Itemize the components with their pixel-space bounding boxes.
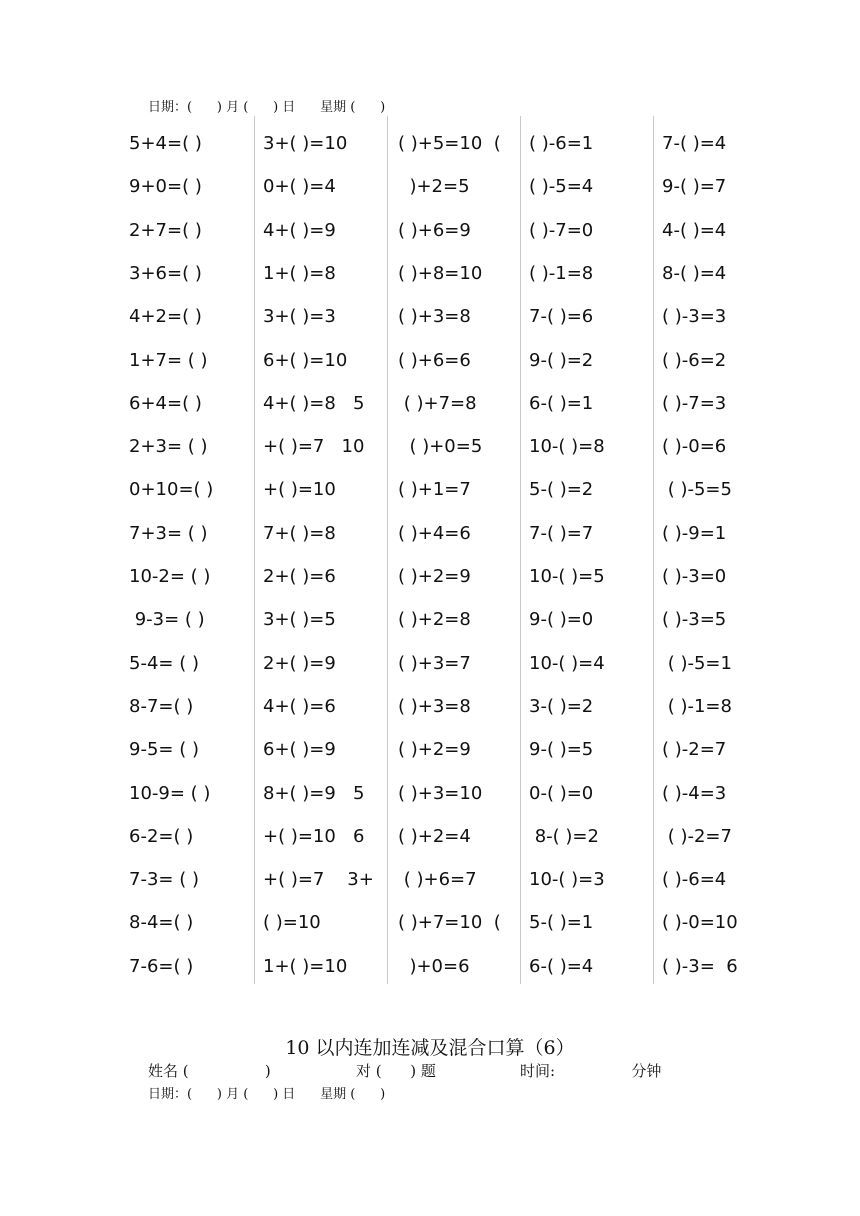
problem-cell: ( )-6=2	[662, 350, 727, 371]
problem-cell: 6+4=( )	[129, 393, 202, 414]
problem-cell: 9+0=( )	[129, 176, 202, 197]
problem-cell: 7-( )=6	[529, 306, 594, 327]
problem-cell: 10-( )=8	[529, 436, 605, 457]
problem-cell: ( )+5=10 (	[398, 133, 501, 154]
problem-cell: 4+2=( )	[129, 306, 202, 327]
problem-cell: 9-5= ( )	[129, 739, 199, 760]
problem-cell: ( )-3=5	[662, 609, 727, 630]
problem-cell: 8+( )=9 5	[263, 783, 365, 804]
problem-cell: ( )+2=8	[398, 609, 471, 630]
problem-cell: ( )-7=0	[529, 220, 594, 241]
problem-cell: ( )+3=10	[398, 783, 483, 804]
problem-cell: ( )-7=3	[662, 393, 727, 414]
problem-cell: ( )-4=3	[662, 783, 727, 804]
problem-cell: 9-( )=5	[529, 739, 594, 760]
problem-cell: 1+( )=10	[263, 956, 348, 977]
problem-cell: 7-6=( )	[129, 956, 194, 977]
problem-cell: 0-( )=0	[529, 783, 594, 804]
problem-cell: 5-( )=1	[529, 912, 594, 933]
problem-cell: 9-( )=2	[529, 350, 594, 371]
time-label: 时间: 分钟	[520, 1062, 662, 1080]
problem-cell: 3+( )=10	[263, 133, 348, 154]
problem-cell: ( )+7=10 (	[398, 912, 501, 933]
column-divider	[254, 116, 255, 984]
date-line-top: 日期：( ) 月 ( ) 日 星期 ( )	[148, 100, 386, 115]
problem-cell: ( )+2=4	[398, 826, 471, 847]
problem-cell: ( )+3=8	[398, 696, 471, 717]
problem-cell: ( )+1=7	[398, 479, 471, 500]
problem-cell: 2+( )=6	[263, 566, 336, 587]
problem-cell: ( )-3=3	[662, 306, 727, 327]
problem-cell: 7-( )=7	[529, 523, 594, 544]
problem-cell: 7+( )=8	[263, 523, 336, 544]
problem-cell: 1+( )=8	[263, 263, 336, 284]
problem-cell: 9-( )=7	[662, 176, 727, 197]
problem-cell: ( )-3=0	[662, 566, 727, 587]
problem-cell: ( )+6=6	[398, 350, 471, 371]
problem-cell: ( )+6=7	[398, 869, 477, 890]
problem-cell: +( )=10 6	[263, 826, 365, 847]
column-divider	[520, 116, 521, 984]
problem-cell: 2+3= ( )	[129, 436, 208, 457]
problem-cell: 6-( )=4	[529, 956, 594, 977]
problem-cell: 2+( )=9	[263, 653, 336, 674]
problem-cell: ( )-2=7	[662, 739, 727, 760]
problem-cell: +( )=7 3+	[263, 869, 374, 890]
problem-cell: 3+6=( )	[129, 263, 202, 284]
problem-cell: ( )-1=8	[529, 263, 594, 284]
problem-cell: ( )+4=6	[398, 523, 471, 544]
problem-cell: 10-( )=4	[529, 653, 605, 674]
problem-cell: 2+7=( )	[129, 220, 202, 241]
worksheet-title: 10 以内连加连减及混合口算（6）	[285, 1037, 575, 1059]
problem-cell: ( )+3=8	[398, 306, 471, 327]
problem-cell: 4+( )=9	[263, 220, 336, 241]
problem-cell: 7-( )=4	[662, 133, 727, 154]
problem-cell: ( )-0=10	[662, 912, 738, 933]
problem-cell: ( )-6=1	[529, 133, 594, 154]
date-line-bottom: 日期：( ) 月 ( ) 日 星期 ( )	[148, 1087, 386, 1102]
problem-cell: ( )+0=5	[398, 436, 483, 457]
problem-cell: ( )-6=4	[662, 869, 727, 890]
problem-cell: ( )+2=9	[398, 566, 471, 587]
problem-cell: 6+( )=10	[263, 350, 348, 371]
name-field-label: 姓名 ( )	[148, 1062, 271, 1080]
problem-cell: 10-( )=3	[529, 869, 605, 890]
problem-cell: +( )=7 10	[263, 436, 365, 457]
problem-cell: ( )-5=5	[662, 479, 732, 500]
problem-cell: +( )=10	[263, 479, 336, 500]
problem-cell: ( )-5=1	[662, 653, 732, 674]
problem-cell: 4-( )=4	[662, 220, 727, 241]
problem-cell: 8-( )=2	[529, 826, 599, 847]
problem-cell: 9-( )=0	[529, 609, 594, 630]
problem-cell: 7+3= ( )	[129, 523, 208, 544]
problem-cell: ( )-3= 6	[662, 956, 738, 977]
problem-cell: 4+( )=6	[263, 696, 336, 717]
column-divider	[387, 116, 388, 984]
problem-cell: 0+( )=4	[263, 176, 336, 197]
problem-cell: 3-( )=2	[529, 696, 594, 717]
problem-cell: 5-4= ( )	[129, 653, 199, 674]
problem-cell: ( )+8=10	[398, 263, 483, 284]
problem-cell: 6+( )=9	[263, 739, 336, 760]
problem-cell: 5-( )=2	[529, 479, 594, 500]
problem-cell: 7-3= ( )	[129, 869, 199, 890]
problem-cell: ( )+2=9	[398, 739, 471, 760]
problem-cell: ( )=10	[263, 912, 321, 933]
problem-cell: 8-4=( )	[129, 912, 194, 933]
problem-cell: )+2=5	[398, 176, 470, 197]
problem-cell: 5+4=( )	[129, 133, 202, 154]
problem-cell: 4+( )=8 5	[263, 393, 365, 414]
problem-cell: ( )-2=7	[662, 826, 732, 847]
problem-cell: 6-( )=1	[529, 393, 594, 414]
problem-cell: ( )-1=8	[662, 696, 732, 717]
problem-cell: 3+( )=3	[263, 306, 336, 327]
problem-cell: ( )+3=7	[398, 653, 471, 674]
problem-cell: 10-9= ( )	[129, 783, 211, 804]
problem-cell: 9-3= ( )	[129, 609, 205, 630]
problem-cell: ( )-5=4	[529, 176, 594, 197]
problem-cell: 1+7= ( )	[129, 350, 208, 371]
problem-cell: ( )-0=6	[662, 436, 727, 457]
problem-cell: 0+10=( )	[129, 479, 214, 500]
problem-cell: )+0=6	[398, 956, 470, 977]
problem-cell: 10-2= ( )	[129, 566, 211, 587]
problem-cell: 3+( )=5	[263, 609, 336, 630]
problem-cell: 10-( )=5	[529, 566, 605, 587]
column-divider	[653, 116, 654, 984]
correct-count-label: 对 ( ) 题	[356, 1062, 436, 1080]
problem-cell: ( )-9=1	[662, 523, 727, 544]
problem-cell: 8-( )=4	[662, 263, 727, 284]
problem-cell: ( )+7=8	[398, 393, 477, 414]
problem-cell: ( )+6=9	[398, 220, 471, 241]
problem-cell: 6-2=( )	[129, 826, 194, 847]
problem-cell: 8-7=( )	[129, 696, 194, 717]
